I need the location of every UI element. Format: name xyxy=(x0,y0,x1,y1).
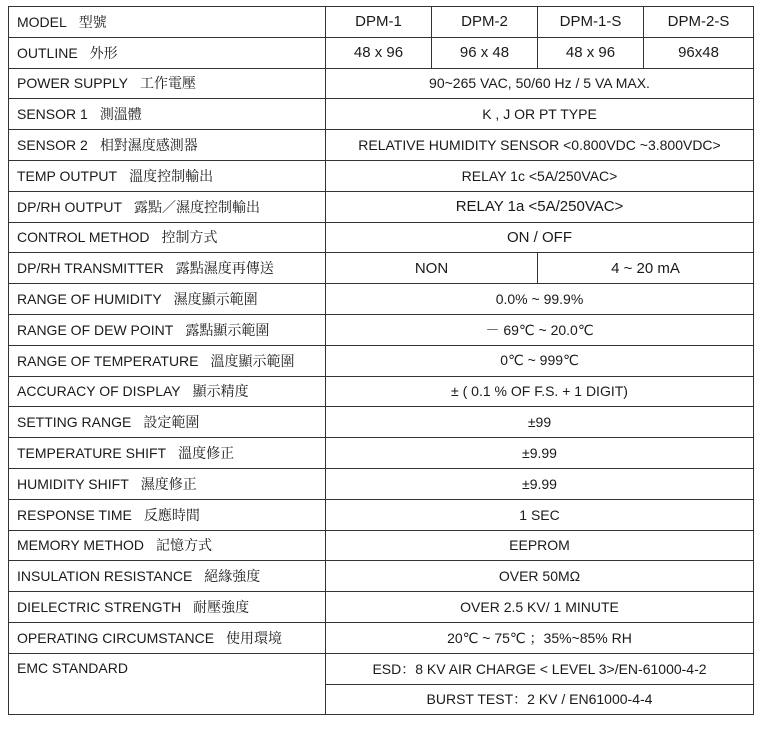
row-label xyxy=(9,7,326,38)
emc-esd-value: ESD：8 KV AIR CHARGE < LEVEL 3>/EN-61000-4-2 xyxy=(326,653,754,684)
label-en: SENSOR 2 xyxy=(17,137,88,154)
label-zh: 工作電壓 xyxy=(140,75,196,92)
row-label xyxy=(9,68,326,99)
row-humidity-shift xyxy=(9,468,754,499)
row-value: OVER 50MΩ xyxy=(326,561,754,592)
outline-value: 48 x 96 xyxy=(538,37,644,68)
model-dpm-1-s: DPM-1-S xyxy=(538,7,644,38)
row-label xyxy=(9,653,326,715)
row-range-temperature xyxy=(9,345,754,376)
row-label xyxy=(9,222,326,253)
label-en: RESPONSE TIME xyxy=(17,506,132,523)
label-en: SETTING RANGE xyxy=(17,414,132,431)
label-zh: 反應時間 xyxy=(143,506,200,523)
row-operating-circumstance xyxy=(9,622,754,653)
emc-burst-value: BURST TEST：2 KV / EN61000-4-4 xyxy=(326,684,754,715)
row-label xyxy=(9,561,326,592)
row-setting-range xyxy=(9,407,754,438)
label-en: RANGE OF HUMIDITY xyxy=(17,291,162,308)
outline-value: 48 x 96 xyxy=(326,37,432,68)
label-en: ACCURACY OF DISPLAY xyxy=(17,383,181,400)
transmitter-value: 4 ~ 20 mA xyxy=(538,253,754,284)
row-label xyxy=(9,345,326,376)
label-en: MODEL xyxy=(17,13,67,30)
row-temperature-shift xyxy=(9,438,754,469)
label-zh: 溫度修正 xyxy=(178,445,235,462)
row-value: RELAY 1c <5A/250VAC> xyxy=(326,160,754,191)
row-model xyxy=(9,7,754,38)
row-range-dew-point xyxy=(9,314,754,345)
label-zh: 露點顯示範圍 xyxy=(185,321,270,338)
row-sensor-2 xyxy=(9,130,754,161)
label-zh: 露點／濕度控制輸出 xyxy=(134,198,260,215)
row-value: 90~265 VAC, 50/60 Hz / 5 VA MAX. xyxy=(326,68,754,99)
row-response-time xyxy=(9,499,754,530)
row-value: K , J OR PT TYPE xyxy=(326,99,754,130)
label-zh: 耐壓強度 xyxy=(193,599,250,616)
model-dpm-1: DPM-1 xyxy=(326,7,432,38)
row-memory-method xyxy=(9,530,754,561)
row-label xyxy=(9,622,326,653)
row-label xyxy=(9,592,326,623)
label-en: DIELECTRIC STRENGTH xyxy=(17,599,182,616)
label-zh: 溫度控制輸出 xyxy=(129,167,214,184)
label-zh: 控制方式 xyxy=(161,229,218,246)
row-label xyxy=(9,314,326,345)
row-control-method xyxy=(9,222,754,253)
row-label xyxy=(9,130,326,161)
label-en: RANGE OF DEW POINT xyxy=(17,321,174,338)
row-label xyxy=(9,530,326,561)
row-power-supply xyxy=(9,68,754,99)
label-zh: 溫度顯示範圍 xyxy=(210,352,295,369)
row-accuracy xyxy=(9,376,754,407)
row-label xyxy=(9,99,326,130)
row-value: 0.0% ~ 99.9% xyxy=(326,284,754,315)
row-temp-output xyxy=(9,160,754,191)
label-en: INSULATION RESISTANCE xyxy=(17,568,193,585)
label-en: EMC STANDARD xyxy=(17,659,128,676)
label-en: SENSOR 1 xyxy=(17,106,88,123)
row-value: ±99 xyxy=(326,407,754,438)
row-value: － 69℃ ~ 20.0℃ xyxy=(326,314,754,345)
label-en: OUTLINE xyxy=(17,44,78,61)
row-range-humidity xyxy=(9,284,754,315)
row-outline xyxy=(9,37,754,68)
label-en: DP/RH OUTPUT xyxy=(17,198,122,215)
row-label xyxy=(9,407,326,438)
row-label xyxy=(9,160,326,191)
row-value: 1 SEC xyxy=(326,499,754,530)
row-dprh-transmitter xyxy=(9,253,754,284)
row-value: ±9.99 xyxy=(326,438,754,469)
label-en: HUMIDITY SHIFT xyxy=(17,475,129,492)
outline-value: 96x48 xyxy=(644,37,754,68)
row-label xyxy=(9,376,326,407)
transmitter-value: NON xyxy=(326,253,538,284)
label-zh: 相對濕度感測器 xyxy=(99,137,198,154)
label-en: POWER SUPPLY xyxy=(17,75,128,92)
row-label xyxy=(9,438,326,469)
model-dpm-2-s: DPM-2-S xyxy=(644,7,754,38)
row-label xyxy=(9,468,326,499)
row-value: 0℃ ~ 999℃ xyxy=(326,345,754,376)
label-zh: 濕度顯示範圍 xyxy=(173,291,258,308)
label-zh: 濕度修正 xyxy=(140,475,197,492)
row-value: OVER 2.5 KV/ 1 MINUTE xyxy=(326,592,754,623)
label-en: DP/RH TRANSMITTER xyxy=(17,260,164,277)
model-dpm-2: DPM-2 xyxy=(432,7,538,38)
row-sensor-1 xyxy=(9,99,754,130)
label-zh: 露點濕度再傳送 xyxy=(175,260,274,277)
label-zh: 外形 xyxy=(89,44,118,61)
label-zh: 絕緣強度 xyxy=(204,568,261,585)
row-dprh-output xyxy=(9,191,754,222)
row-value: ± ( 0.1 % OF F.S. + 1 DIGIT) xyxy=(326,376,754,407)
row-value: 20℃ ~ 75℃ ；35%~85% RH xyxy=(326,622,754,653)
row-value: ON / OFF xyxy=(326,222,754,253)
specification-table xyxy=(8,6,754,715)
row-label xyxy=(9,253,326,284)
row-label xyxy=(9,191,326,222)
label-en: TEMPERATURE SHIFT xyxy=(17,445,167,462)
label-zh: 記憶方式 xyxy=(156,537,213,554)
row-value: RELATIVE HUMIDITY SENSOR <0.800VDC ~3.800VDC> xyxy=(326,130,754,161)
row-label xyxy=(9,284,326,315)
row-dielectric-strength xyxy=(9,592,754,623)
label-en: CONTROL METHOD xyxy=(17,229,150,246)
row-insulation-resistance xyxy=(9,561,754,592)
row-emc-standard xyxy=(9,653,754,684)
row-value: ±9.99 xyxy=(326,468,754,499)
label-zh: 使用環境 xyxy=(226,629,283,646)
row-value: EEPROM xyxy=(326,530,754,561)
label-en: OPERATING CIRCUMSTANCE xyxy=(17,629,215,646)
label-zh: 顯示精度 xyxy=(192,383,249,400)
label-en: RANGE OF TEMPERATURE xyxy=(17,352,199,369)
label-en: MEMORY METHOD xyxy=(17,537,145,554)
label-en: TEMP OUTPUT xyxy=(17,167,118,184)
row-label xyxy=(9,37,326,68)
row-value: RELAY 1a <5A/250VAC> xyxy=(326,191,754,222)
row-label xyxy=(9,499,326,530)
outline-value: 96 x 48 xyxy=(432,37,538,68)
label-zh: 設定範圍 xyxy=(143,414,200,431)
label-zh: 型號 xyxy=(78,13,107,30)
label-zh: 測溫體 xyxy=(99,106,142,123)
